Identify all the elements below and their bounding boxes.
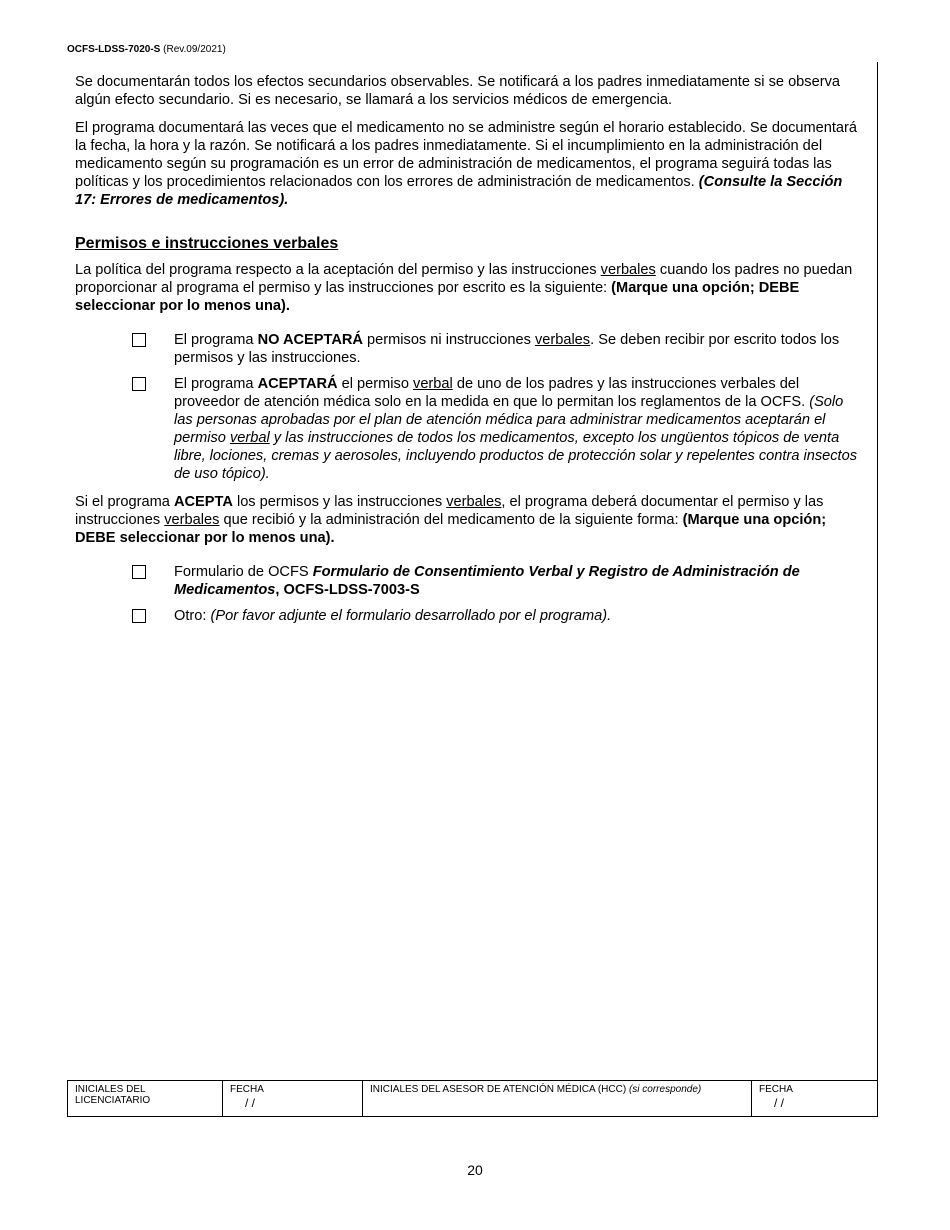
hcc-initials-cell[interactable] (363, 1081, 752, 1117)
option4-italic: (Por favor adjunte el formulario desarrollado por el programa). (210, 608, 612, 624)
policy-paragraph (75, 261, 863, 315)
form-header (67, 44, 226, 55)
policy-instruction: (Marque una opción; DEBE seleccionar por lo menos una). (75, 280, 800, 314)
licensee-initials-cell[interactable] (68, 1081, 223, 1117)
verbal-policy-options (75, 331, 863, 483)
accept-text-post: que recibió y la administración del medicamento de la siguiente forma: (223, 512, 679, 528)
accept-text-mid2: , el programa deberá documentar el permiso y las instrucciones (75, 494, 824, 528)
accept-underline-1: verbales (446, 494, 502, 510)
documentation-options (75, 563, 863, 625)
option2-text-pre: El programa (174, 376, 254, 392)
option3-text-pre: Formulario de OCFS (174, 564, 309, 580)
policy-text-b: cuando los padres no puedan proporcionar al programa el permiso y las instrucciones por escrito es la siguiente: (75, 262, 853, 296)
option-ocfs-form (75, 563, 863, 599)
option1-text-pre: El programa (174, 332, 254, 348)
date2-slashes: / / (774, 1096, 785, 1110)
option-other (75, 607, 863, 625)
accept-underline-2: verbales (164, 512, 220, 528)
side-effects-paragraph: Se documentarán todos los efectos secundarios observables. Se notificará a los padres inmediatamente si se observa algún efecto secundario. Si es necesario, se llamará a los servicios médicos de emergencia. (75, 74, 840, 108)
option1-bold: NO ACEPTARÁ (257, 332, 363, 348)
option-other-checkbox[interactable] (132, 609, 146, 623)
option-not-accept-checkbox[interactable] (132, 333, 146, 347)
hcc-note: (si corresponde) (628, 1084, 702, 1095)
option1-underline: verbales (534, 332, 591, 348)
document-body (75, 73, 863, 635)
date2-cell[interactable] (752, 1081, 878, 1117)
right-margin-rule (877, 62, 878, 1116)
option2-bold: ACEPTARÁ (257, 376, 338, 392)
form-code: OCFS-LDSS-7020-S (67, 44, 161, 55)
option4-text-pre: Otro: (174, 608, 207, 624)
option-accept (75, 375, 863, 483)
accept-bold: ACEPTA (173, 494, 233, 510)
option-not-accept (75, 331, 863, 367)
option3-form-title: Formulario de Consentimiento Verbal y Registro de Administración de Medicamentos (174, 564, 800, 598)
section-17-reference: (Consulte la Sección 17: Errores de medicamentos). (75, 174, 843, 208)
option2-italic-underline: verbal (229, 430, 270, 446)
option3-form-code: , OCFS-LDSS-7003-S (275, 582, 420, 598)
accept-text-mid1: los permisos y las instrucciones (236, 494, 443, 510)
option1-text-mid: permisos ni instrucciones (367, 332, 531, 348)
accept-text-pre: Si el programa (75, 494, 170, 510)
option1-text-post: . Se deben recibir por escrito todos los permisos y las instrucciones. (174, 332, 840, 366)
page-number: 20 (467, 1162, 483, 1178)
hcc-initials-label: INICIALES DEL ASESOR DE ATENCIÓN MÉDICA (HCC) (370, 1084, 627, 1095)
date1-cell[interactable] (223, 1081, 363, 1117)
accept-instruction: (Marque una opción; DEBE seleccionar por lo menos una). (75, 512, 827, 546)
licensee-initials-label: INICIALES DEL LICENCIATARIO (75, 1084, 151, 1106)
date1-label: FECHA (230, 1084, 264, 1095)
option2-text-mid: el permiso (341, 376, 409, 392)
section-title: Permisos e instrucciones verbales (75, 235, 339, 252)
form-revision: (Rev.09/2021) (163, 44, 226, 55)
date2-label: FECHA (759, 1084, 793, 1095)
accept-documentation-paragraph (75, 493, 863, 547)
option2-underline: verbal (413, 376, 453, 392)
missed-dose-text: El programa documentará las veces que el medicamento no se administre según el horario establecido. Se documentará la fecha, la hora y la razón. Se notificará a los padres inmediatamente. Si el incumplimiento en la administración del medicamento según su programación es un error de administración de medicamentos, el programa seguirá todas las políticas y los procedimientos relacionados con los errores de administración de medicamentos. (75, 120, 858, 190)
date1-slashes: / / (245, 1096, 256, 1110)
option2-text-post: de uno de los padres y las instrucciones verbales del proveedor de atención médica solo en la medida en que lo permitan los reglamentos de la OCFS. (174, 376, 806, 410)
policy-text-a: La política del programa respecto a la aceptación del permiso y las instrucciones (75, 262, 597, 278)
option2-italic-b: y las instrucciones de todos los medicamentos, excepto los ungüentos tópicos de venta libre, lociones, cremas y aerosoles, incluyendo productos de protección solar y repelentes contra insectos de uso tópico). (174, 430, 858, 482)
initials-table (67, 1080, 878, 1117)
policy-underline: verbales (600, 262, 656, 278)
option-ocfs-form-checkbox[interactable] (132, 565, 146, 579)
missed-dose-paragraph (75, 119, 863, 209)
option2-italic-a: (Solo las personas aprobadas por el plan de atención médica para administrar medicamentos aceptarán el permiso (174, 394, 844, 446)
option-accept-checkbox[interactable] (132, 377, 146, 391)
